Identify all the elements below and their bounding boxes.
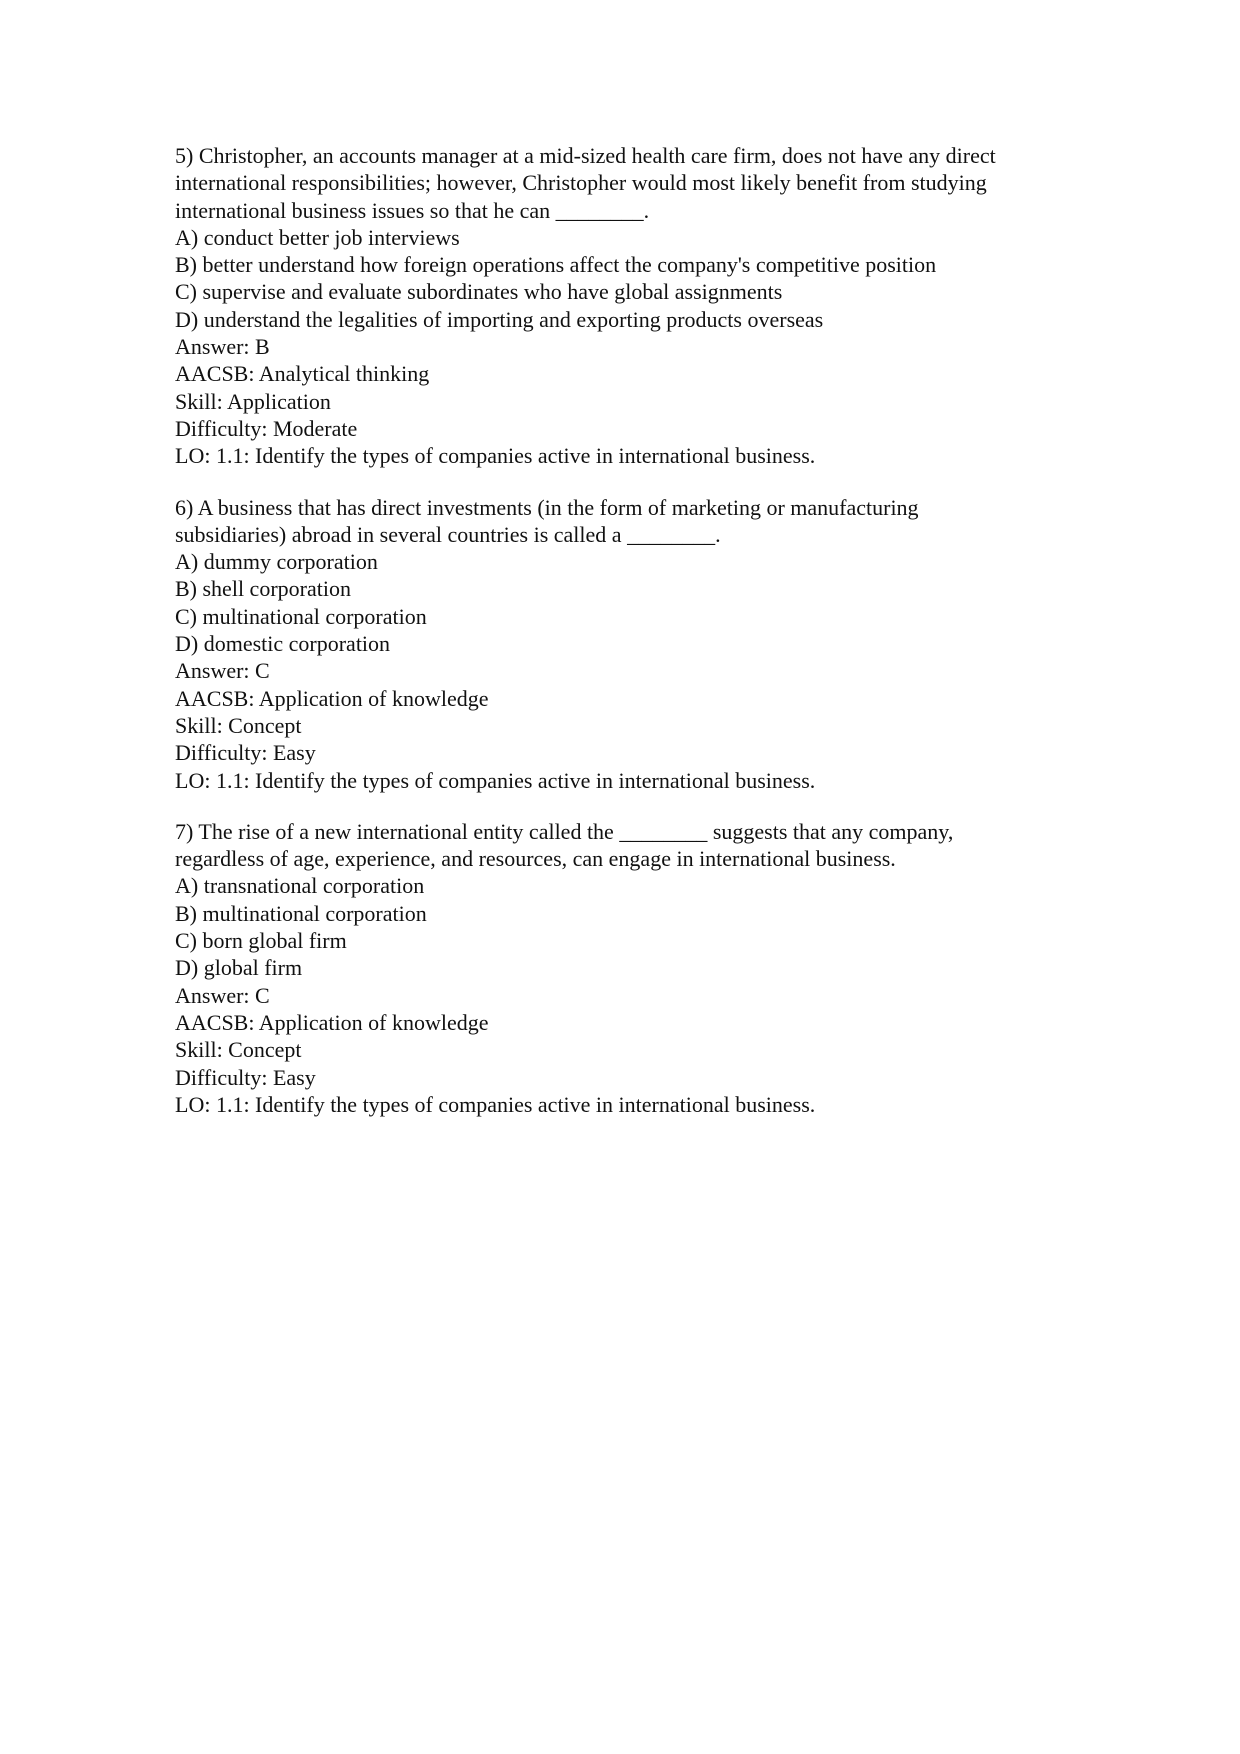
difficulty: Difficulty: Easy [175, 1064, 316, 1090]
question-7 [175, 818, 1095, 1118]
skill: Skill: Concept [175, 712, 302, 738]
question-stem: international business issues so that he can ________. [175, 197, 650, 223]
aacsb: AACSB: Application of knowledge [175, 1009, 489, 1035]
option-c: C) supervise and evaluate subordinates who have global assignments [175, 279, 783, 305]
option-a: A) dummy corporation [175, 549, 378, 575]
question-stem: 7) The rise of a new international entity called the ________ suggests that any company, [175, 818, 954, 844]
answer: Answer: C [175, 982, 270, 1008]
option-a: A) conduct better job interviews [175, 224, 460, 250]
option-b: B) multinational corporation [175, 900, 427, 926]
difficulty: Difficulty: Moderate [175, 415, 358, 441]
question-stem: regardless of age, experience, and resources, can engage in international business. [175, 846, 896, 872]
learning-objective: LO: 1.1: Identify the types of companies active in international business. [175, 443, 816, 469]
option-d: D) understand the legalities of importing and exporting products overseas [175, 306, 824, 332]
skill: Skill: Application [175, 388, 331, 414]
answer: Answer: C [175, 658, 270, 684]
option-d: D) domestic corporation [175, 631, 391, 657]
question-stem: subsidiaries) abroad in several countries is called a ________. [175, 521, 721, 547]
option-c: C) born global firm [175, 928, 347, 954]
learning-objective: LO: 1.1: Identify the types of companies active in international business. [175, 767, 816, 793]
answer: Answer: B [175, 334, 270, 360]
option-c: C) multinational corporation [175, 603, 427, 629]
question-stem: 5) Christopher, an accounts manager at a mid-sized health care firm, does not have any direct [175, 143, 996, 168]
option-b: B) better understand how foreign operations affect the company's competitive position [175, 252, 937, 278]
question-stem: international responsibilities; however, Christopher would most likely benefit from studying [175, 170, 987, 196]
question-5 [175, 142, 1095, 470]
aacsb: AACSB: Analytical thinking [175, 361, 430, 387]
question-6 [175, 494, 1095, 794]
aacsb: AACSB: Application of knowledge [175, 685, 489, 711]
option-d: D) global firm [175, 955, 303, 981]
option-a: A) transnational corporation [175, 873, 425, 899]
document-page [175, 142, 1095, 1142]
learning-objective: LO: 1.1: Identify the types of companies active in international business. [175, 1091, 816, 1117]
skill: Skill: Concept [175, 1037, 302, 1063]
question-stem: 6) A business that has direct investments (in the form of marketing or manufacturing [175, 494, 919, 520]
option-b: B) shell corporation [175, 576, 351, 602]
difficulty: Difficulty: Easy [175, 740, 316, 766]
